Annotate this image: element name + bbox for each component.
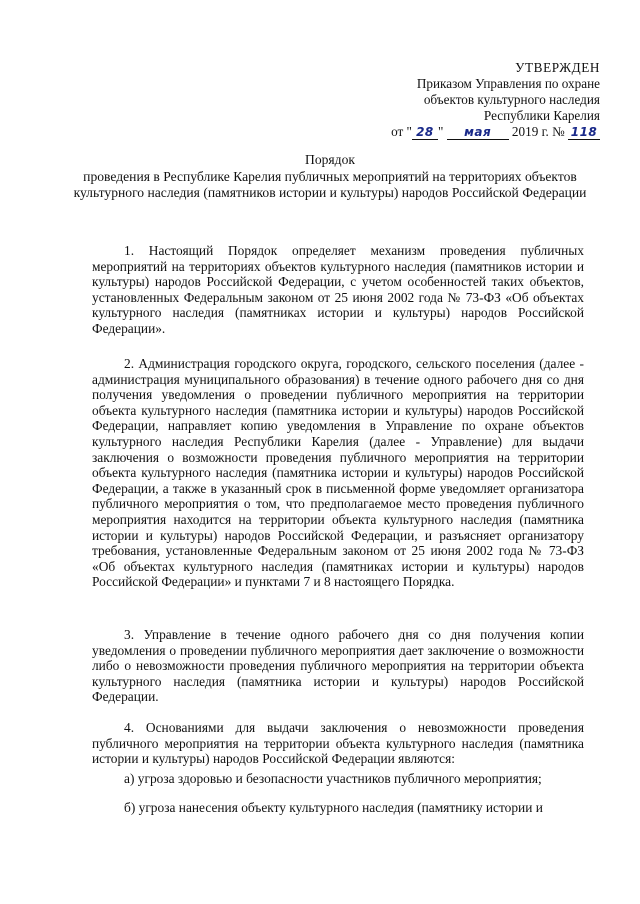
approval-line-3: Республики Карелия	[483, 108, 600, 123]
paragraph-text: 1. Настоящий Порядок определяет механизм проведения публичных мероприятий на территориях объектов культурного наследия (памятников истории и культуры) народов Российской Федерации, с учетом особенностей таких объектов, установленных Федеральным законом от 25 июня 2002 года № 73-ФЗ «Об объектах культурного наследия (памятниках истории и культуры) народов Российской Федерации».	[92, 243, 584, 336]
paragraph-text: 2. Администрация городского округа, городского, сельского поселения (далее - администрация муниципального образования) в течение одного рабочего дня со дня получения уведомления о проведении публичного мероприятия на территории объекта культурного наследия (памятника истории и культуры) народов Российской Федерации, направляет копию уведомления в Управление по охране объектов культурного наследия Республики Карелия (далее - Управление) для выдачи заключения о возможности проведения публичного мероприятия на территории объекта культурного наследия (памятника истории и культуры) народов Российской Федерации, а также в указанный срок в письменной форме уведомляет организатора публичного мероприятия о том, что предполагаемое место проведения публичного мероприятия находится на территории объекта культурного наследия (памятника истории и культуры) народов Российской Федерации, и разъясняет организатору требования, установленные Федеральным законом от 25 июня 2002 года № 73-ФЗ «Об объектах культурного наследия (памятниках истории и культуры) народов Российской Федерации» и пунктами 7 и 8 настоящего Порядка.	[92, 356, 584, 590]
paragraph-2	[92, 356, 584, 590]
approval-line-1: Приказом Управления по охране	[416, 76, 600, 91]
approval-date-line: от " 28 " мая 2019 г. № 118	[340, 124, 600, 140]
paragraph-4a	[92, 771, 584, 787]
paragraph-text: 4. Основаниями для выдачи заключения о невозможности проведения публичного мероприятия на территории объекта культурного наследия (памятника истории и культуры) народов Российской Федерации являются:	[92, 720, 584, 767]
approval-block	[340, 60, 600, 140]
approval-heading: УТВЕРЖДЕН	[515, 60, 600, 75]
paragraph-4	[92, 720, 584, 767]
paragraph-4b	[92, 800, 584, 816]
approval-line-2: объектов культурного наследия	[423, 92, 600, 107]
paragraph-text: а) угроза здоровью и безопасности участников публичного мероприятия;	[124, 771, 542, 786]
date-day: 28	[412, 126, 438, 140]
paragraph-3	[92, 627, 584, 705]
paragraph-text: 3. Управление в течение одного рабочего дня со дня получения копии уведомления о проведении публичного мероприятия дает заключение о возможности либо о невозможности проведения публичного мероприятия на территории объекта культурного наследия (памятника истории и культуры) народов Российской Федерации.	[92, 627, 584, 705]
order-number: 118	[568, 126, 600, 140]
title-subtitle: проведения в Республике Карелия публичных мероприятий на территориях объектов культурного наследия (памятников истории и культуры) народов Российской Федерации	[73, 169, 587, 200]
title-heading: Порядок	[305, 152, 355, 167]
paragraph-text: б) угроза нанесения объекту культурного наследия (памятнику истории и	[124, 800, 543, 815]
date-prefix: от	[391, 124, 404, 139]
paragraph-1	[92, 243, 584, 337]
document-title	[60, 152, 600, 201]
date-year: 2019 г. №	[511, 124, 565, 139]
date-month: мая	[447, 126, 509, 140]
